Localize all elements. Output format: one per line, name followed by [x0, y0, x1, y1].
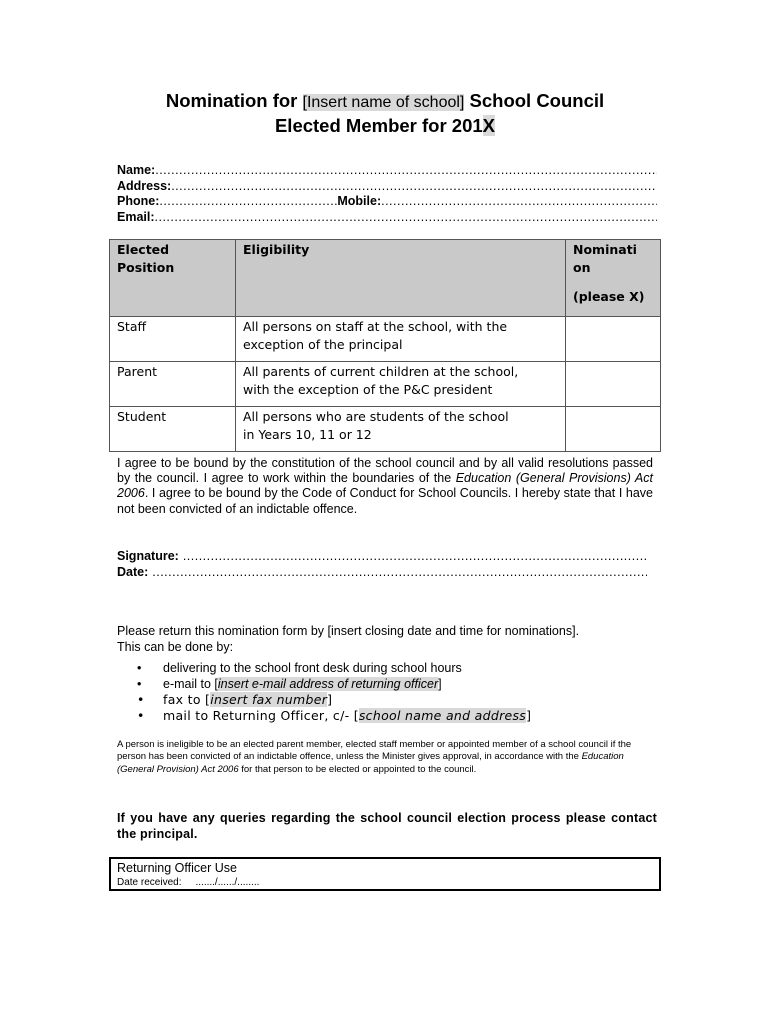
eligibility-table [109, 239, 661, 452]
date-received-field[interactable]: Date received: ......./....../........ [117, 877, 260, 888]
list-item: • delivering to the school front desk during school hours [117, 661, 657, 677]
table-row [110, 317, 661, 362]
return-instructions: Please return this nomination form by [insert closing date and time for nominations]. This can be done by: [117, 624, 580, 654]
header-eligibility: Eligibility [236, 240, 566, 317]
position-cell: Parent [110, 362, 236, 407]
signature-block [117, 548, 647, 580]
school-name-placeholder[interactable]: [Insert name of school] [302, 94, 465, 111]
header-nomination: Nominati on (please X) [566, 240, 661, 317]
contact-fields [117, 163, 657, 225]
address-field[interactable]: Address: ..... [117, 179, 657, 195]
eligibility-cell: All persons who are students of the school in Years 10, 11 or 12 [236, 407, 566, 452]
table-row [110, 407, 661, 452]
fax-placeholder[interactable]: insert fax number [210, 692, 328, 707]
address-placeholder[interactable]: school name and address [358, 707, 527, 723]
list-item: • e-mail to [insert e-mail address of returning officer] [117, 677, 657, 693]
signature-field[interactable]: Signature: ..... [117, 548, 647, 564]
returning-officer-heading: Returning Officer Use [117, 861, 237, 875]
nomination-checkbox-cell[interactable] [566, 407, 661, 452]
title-line-2: Elected Member for 201X [274, 115, 496, 136]
table-row [110, 362, 661, 407]
name-field[interactable]: Name: ..... [117, 163, 657, 179]
eligibility-cell: All persons on staff at the school, with the exception of the principal [236, 317, 566, 362]
returning-officer-box [109, 857, 661, 891]
agreement-text: I agree to be bound by the constitution of the school council and by all valid resolutions passed by the council. I agree to work within the boundaries of the Education (General Provisions) Act 2006. I agree to be bound by the Code of Conduct for School Councils. I hereby state that I have not been convicted of an indictable offence. [117, 456, 653, 516]
list-item: • fax to [insert fax number] [117, 692, 657, 708]
ineligibility-note: A person is ineligible to be an elected parent member, elected staff member or appointed member of a school council if the person has been convicted of an indictable offence, unless the Minister gives approval, in accordance with the Education (General Provision) Act 2006 for that person to be elected or appointed to the council. [117, 739, 632, 775]
position-cell: Student [110, 407, 236, 452]
table-header-row [110, 240, 661, 317]
year-placeholder[interactable]: X [482, 115, 496, 136]
nomination-checkbox-cell[interactable] [566, 317, 661, 362]
phone-mobile-field[interactable]: Phone: ..... Mobile: ..... [117, 194, 657, 210]
header-elected-position: Elected Position [110, 240, 236, 317]
return-methods-list [117, 661, 657, 723]
list-item: • mail to Returning Officer, c/- [school name and address] [117, 708, 657, 724]
title-line-1: Nomination for [Insert name of school] School Council [165, 90, 605, 111]
date-field[interactable]: Date: ..... [117, 564, 647, 580]
page-title [100, 89, 670, 137]
position-cell: Staff [110, 317, 236, 362]
email-field[interactable]: Email: ..... [117, 210, 657, 226]
eligibility-cell: All parents of current children at the school, with the exception of the P&C president [236, 362, 566, 407]
nomination-checkbox-cell[interactable] [566, 362, 661, 407]
queries-note: If you have any queries regarding the school council election process please contact the principal. [117, 811, 657, 841]
email-placeholder[interactable]: insert e-mail address of returning officer [217, 676, 439, 691]
